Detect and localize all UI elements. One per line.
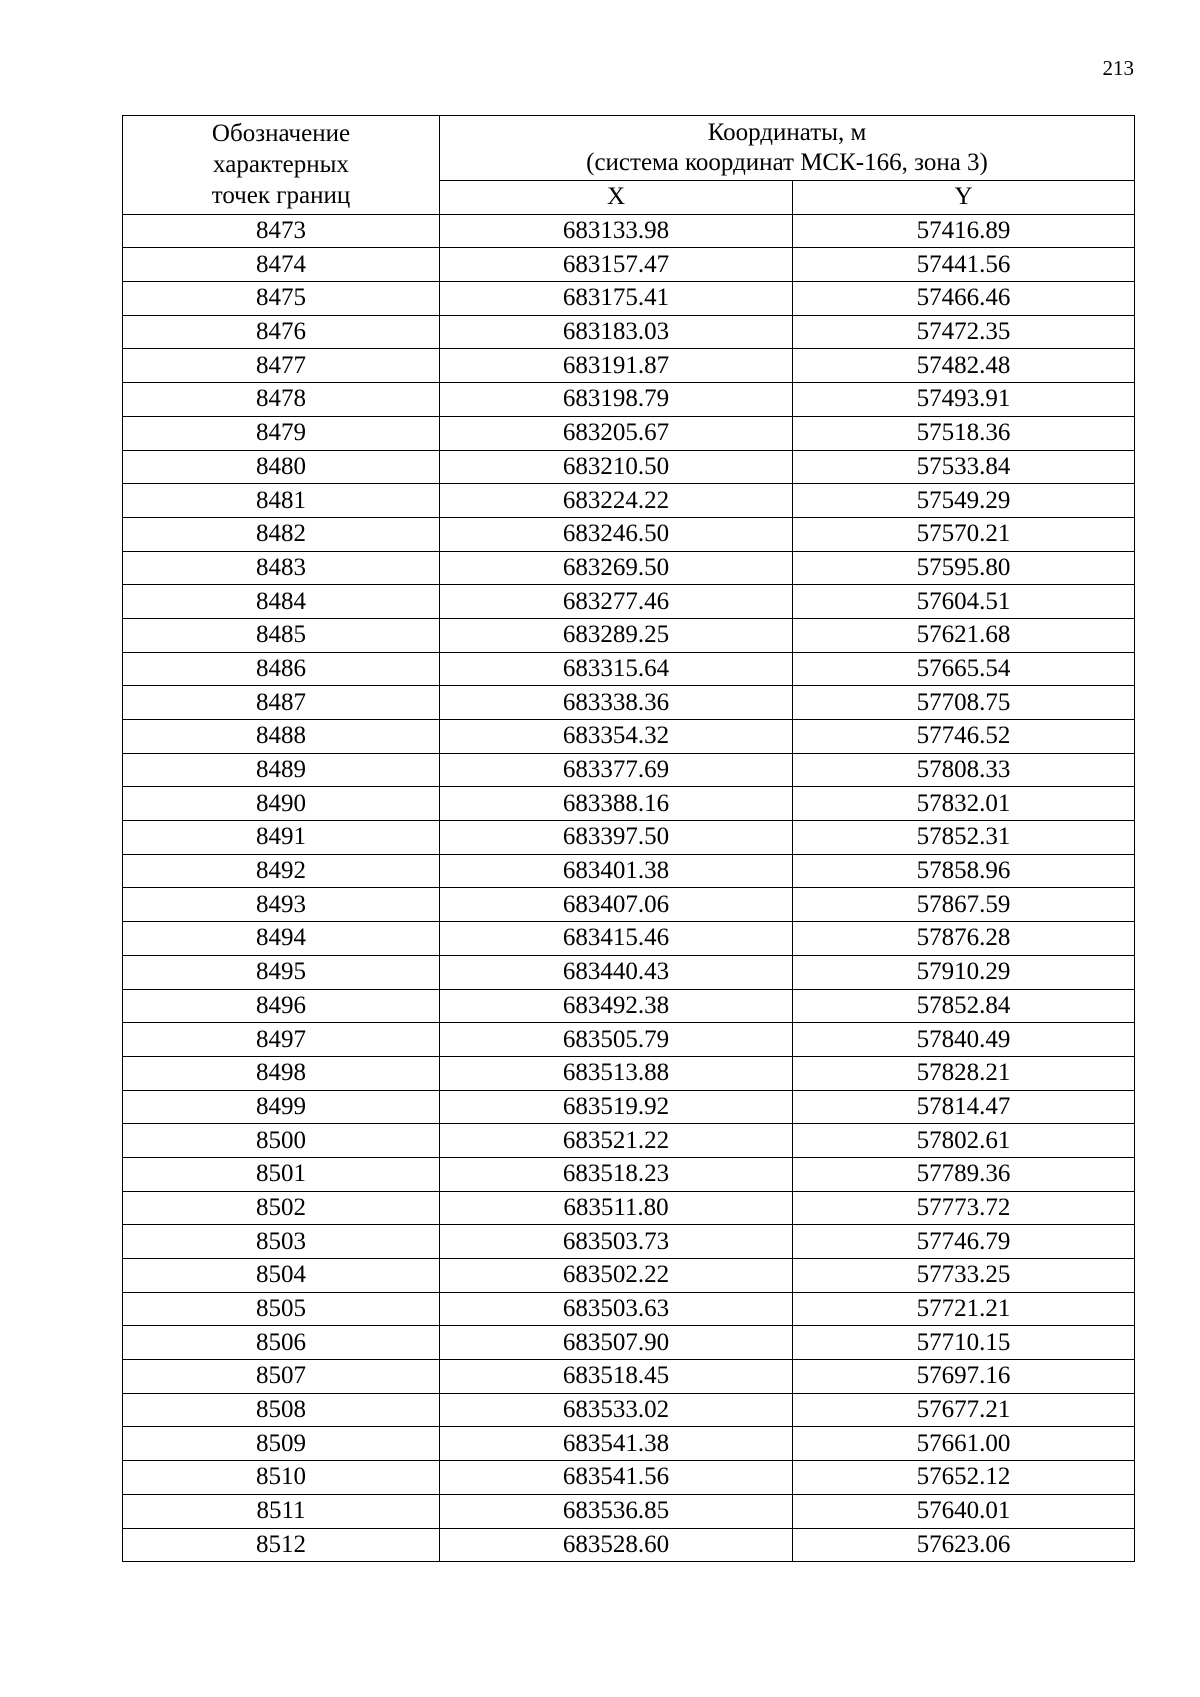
cell-y: 57773.72 bbox=[793, 1191, 1135, 1225]
header-point-line-3: точек границ bbox=[211, 182, 351, 210]
cell-x: 683502.22 bbox=[440, 1259, 793, 1293]
table-row bbox=[123, 1090, 1135, 1124]
cell-x: 683205.67 bbox=[440, 416, 793, 450]
header-point-designation bbox=[123, 116, 440, 215]
cell-point-number: 8511 bbox=[123, 1494, 440, 1528]
cell-x: 683536.85 bbox=[440, 1494, 793, 1528]
cell-y: 57852.84 bbox=[793, 989, 1135, 1023]
cell-point-number: 8488 bbox=[123, 720, 440, 754]
table-row bbox=[123, 1259, 1135, 1293]
header-point-line-1: Обозначение bbox=[211, 120, 351, 148]
cell-x: 683440.43 bbox=[440, 955, 793, 989]
cell-y: 57640.01 bbox=[793, 1494, 1135, 1528]
cell-y: 57697.16 bbox=[793, 1360, 1135, 1394]
cell-y: 57466.46 bbox=[793, 282, 1135, 316]
table-row bbox=[123, 787, 1135, 821]
cell-x: 683183.03 bbox=[440, 315, 793, 349]
table-row bbox=[123, 1191, 1135, 1225]
table-row bbox=[123, 1023, 1135, 1057]
cell-y: 57858.96 bbox=[793, 854, 1135, 888]
table-row bbox=[123, 551, 1135, 585]
cell-y: 57852.31 bbox=[793, 821, 1135, 855]
cell-point-number: 8481 bbox=[123, 484, 440, 518]
cell-y: 57828.21 bbox=[793, 1056, 1135, 1090]
cell-x: 683277.46 bbox=[440, 585, 793, 619]
cell-y: 57832.01 bbox=[793, 787, 1135, 821]
cell-y: 57808.33 bbox=[793, 753, 1135, 787]
cell-point-number: 8484 bbox=[123, 585, 440, 619]
cell-x: 683315.64 bbox=[440, 652, 793, 686]
cell-y: 57416.89 bbox=[793, 214, 1135, 248]
cell-y: 57652.12 bbox=[793, 1461, 1135, 1495]
table-row bbox=[123, 1326, 1135, 1360]
cell-x: 683505.79 bbox=[440, 1023, 793, 1057]
cell-x: 683528.60 bbox=[440, 1528, 793, 1562]
cell-point-number: 8502 bbox=[123, 1191, 440, 1225]
cell-point-number: 8497 bbox=[123, 1023, 440, 1057]
cell-x: 683210.50 bbox=[440, 450, 793, 484]
cell-point-number: 8482 bbox=[123, 517, 440, 551]
cell-y: 57493.91 bbox=[793, 383, 1135, 417]
cell-point-number: 8512 bbox=[123, 1528, 440, 1562]
table-row bbox=[123, 922, 1135, 956]
header-coordinates-line-1: Координаты, м bbox=[707, 119, 867, 146]
coordinates-table bbox=[122, 115, 1135, 1562]
cell-point-number: 8494 bbox=[123, 922, 440, 956]
cell-x: 683397.50 bbox=[440, 821, 793, 855]
cell-y: 57708.75 bbox=[793, 686, 1135, 720]
cell-y: 57802.61 bbox=[793, 1124, 1135, 1158]
cell-point-number: 8473 bbox=[123, 214, 440, 248]
cell-x: 683521.22 bbox=[440, 1124, 793, 1158]
cell-x: 683519.92 bbox=[440, 1090, 793, 1124]
table-row bbox=[123, 888, 1135, 922]
table-row bbox=[123, 652, 1135, 686]
table-row bbox=[123, 1427, 1135, 1461]
cell-x: 683157.47 bbox=[440, 248, 793, 282]
header-coordinates-line-2: (система координат МСК-166, зона 3) bbox=[586, 149, 988, 176]
cell-y: 57518.36 bbox=[793, 416, 1135, 450]
cell-y: 57746.79 bbox=[793, 1225, 1135, 1259]
table-row bbox=[123, 686, 1135, 720]
cell-x: 683407.06 bbox=[440, 888, 793, 922]
table-row bbox=[123, 821, 1135, 855]
table-row bbox=[123, 1056, 1135, 1090]
cell-x: 683388.16 bbox=[440, 787, 793, 821]
cell-y: 57595.80 bbox=[793, 551, 1135, 585]
cell-x: 683191.87 bbox=[440, 349, 793, 383]
table-row bbox=[123, 383, 1135, 417]
cell-x: 683289.25 bbox=[440, 618, 793, 652]
table-row bbox=[123, 720, 1135, 754]
cell-y: 57710.15 bbox=[793, 1326, 1135, 1360]
table-row bbox=[123, 248, 1135, 282]
cell-point-number: 8509 bbox=[123, 1427, 440, 1461]
cell-x: 683511.80 bbox=[440, 1191, 793, 1225]
cell-y: 57789.36 bbox=[793, 1157, 1135, 1191]
table-row bbox=[123, 1292, 1135, 1326]
cell-point-number: 8492 bbox=[123, 854, 440, 888]
cell-y: 57661.00 bbox=[793, 1427, 1135, 1461]
cell-y: 57604.51 bbox=[793, 585, 1135, 619]
cell-x: 683269.50 bbox=[440, 551, 793, 585]
cell-y: 57721.21 bbox=[793, 1292, 1135, 1326]
cell-point-number: 8477 bbox=[123, 349, 440, 383]
table-row bbox=[123, 416, 1135, 450]
cell-x: 683533.02 bbox=[440, 1393, 793, 1427]
cell-point-number: 8506 bbox=[123, 1326, 440, 1360]
cell-point-number: 8498 bbox=[123, 1056, 440, 1090]
cell-y: 57814.47 bbox=[793, 1090, 1135, 1124]
header-x: X bbox=[440, 181, 793, 215]
cell-point-number: 8479 bbox=[123, 416, 440, 450]
cell-x: 683175.41 bbox=[440, 282, 793, 316]
cell-x: 683503.63 bbox=[440, 1292, 793, 1326]
cell-y: 57867.59 bbox=[793, 888, 1135, 922]
cell-y: 57441.56 bbox=[793, 248, 1135, 282]
cell-y: 57570.21 bbox=[793, 517, 1135, 551]
cell-y: 57621.68 bbox=[793, 618, 1135, 652]
cell-y: 57482.48 bbox=[793, 349, 1135, 383]
cell-x: 683224.22 bbox=[440, 484, 793, 518]
cell-point-number: 8487 bbox=[123, 686, 440, 720]
cell-y: 57840.49 bbox=[793, 1023, 1135, 1057]
cell-point-number: 8495 bbox=[123, 955, 440, 989]
cell-x: 683541.38 bbox=[440, 1427, 793, 1461]
cell-x: 683518.45 bbox=[440, 1360, 793, 1394]
cell-x: 683133.98 bbox=[440, 214, 793, 248]
cell-point-number: 8508 bbox=[123, 1393, 440, 1427]
cell-point-number: 8485 bbox=[123, 618, 440, 652]
table-row bbox=[123, 1360, 1135, 1394]
table-row bbox=[123, 585, 1135, 619]
header-point-line-2: характерных bbox=[213, 151, 349, 179]
cell-point-number: 8493 bbox=[123, 888, 440, 922]
table-row bbox=[123, 753, 1135, 787]
cell-x: 683354.32 bbox=[440, 720, 793, 754]
cell-x: 683377.69 bbox=[440, 753, 793, 787]
table-row bbox=[123, 1528, 1135, 1562]
table-row bbox=[123, 214, 1135, 248]
cell-point-number: 8474 bbox=[123, 248, 440, 282]
cell-point-number: 8499 bbox=[123, 1090, 440, 1124]
table-row bbox=[123, 854, 1135, 888]
cell-point-number: 8501 bbox=[123, 1157, 440, 1191]
table-row bbox=[123, 1157, 1135, 1191]
table-body bbox=[123, 214, 1135, 1562]
page-number: 213 bbox=[1102, 56, 1134, 80]
cell-y: 57665.54 bbox=[793, 652, 1135, 686]
cell-y: 57733.25 bbox=[793, 1259, 1135, 1293]
cell-y: 57549.29 bbox=[793, 484, 1135, 518]
cell-point-number: 8500 bbox=[123, 1124, 440, 1158]
cell-x: 683507.90 bbox=[440, 1326, 793, 1360]
cell-x: 683401.38 bbox=[440, 854, 793, 888]
cell-y: 57677.21 bbox=[793, 1393, 1135, 1427]
cell-y: 57623.06 bbox=[793, 1528, 1135, 1562]
cell-point-number: 8503 bbox=[123, 1225, 440, 1259]
table-header bbox=[123, 116, 1135, 215]
cell-point-number: 8507 bbox=[123, 1360, 440, 1394]
cell-x: 683503.73 bbox=[440, 1225, 793, 1259]
cell-point-number: 8478 bbox=[123, 383, 440, 417]
cell-x: 683518.23 bbox=[440, 1157, 793, 1191]
cell-x: 683513.88 bbox=[440, 1056, 793, 1090]
header-coordinates bbox=[440, 116, 1135, 181]
cell-point-number: 8483 bbox=[123, 551, 440, 585]
table-row bbox=[123, 450, 1135, 484]
header-row-top bbox=[123, 116, 1135, 181]
header-y: Y bbox=[793, 181, 1135, 215]
table-row bbox=[123, 1494, 1135, 1528]
cell-x: 683492.38 bbox=[440, 989, 793, 1023]
cell-point-number: 8475 bbox=[123, 282, 440, 316]
cell-x: 683415.46 bbox=[440, 922, 793, 956]
cell-x: 683338.36 bbox=[440, 686, 793, 720]
table-row bbox=[123, 989, 1135, 1023]
cell-y: 57910.29 bbox=[793, 955, 1135, 989]
cell-point-number: 8491 bbox=[123, 821, 440, 855]
cell-y: 57746.52 bbox=[793, 720, 1135, 754]
cell-point-number: 8476 bbox=[123, 315, 440, 349]
cell-point-number: 8510 bbox=[123, 1461, 440, 1495]
cell-point-number: 8505 bbox=[123, 1292, 440, 1326]
table-row bbox=[123, 517, 1135, 551]
table-row bbox=[123, 1225, 1135, 1259]
table-row bbox=[123, 1124, 1135, 1158]
cell-y: 57876.28 bbox=[793, 922, 1135, 956]
cell-y: 57533.84 bbox=[793, 450, 1135, 484]
cell-point-number: 8486 bbox=[123, 652, 440, 686]
table-row bbox=[123, 955, 1135, 989]
table-row bbox=[123, 349, 1135, 383]
cell-x: 683198.79 bbox=[440, 383, 793, 417]
cell-point-number: 8490 bbox=[123, 787, 440, 821]
table-row bbox=[123, 618, 1135, 652]
cell-point-number: 8496 bbox=[123, 989, 440, 1023]
table-row bbox=[123, 282, 1135, 316]
cell-x: 683541.56 bbox=[440, 1461, 793, 1495]
cell-point-number: 8480 bbox=[123, 450, 440, 484]
table-row bbox=[123, 484, 1135, 518]
cell-point-number: 8489 bbox=[123, 753, 440, 787]
cell-x: 683246.50 bbox=[440, 517, 793, 551]
table-row bbox=[123, 1393, 1135, 1427]
table-row bbox=[123, 315, 1135, 349]
cell-point-number: 8504 bbox=[123, 1259, 440, 1293]
cell-y: 57472.35 bbox=[793, 315, 1135, 349]
table-row bbox=[123, 1461, 1135, 1495]
